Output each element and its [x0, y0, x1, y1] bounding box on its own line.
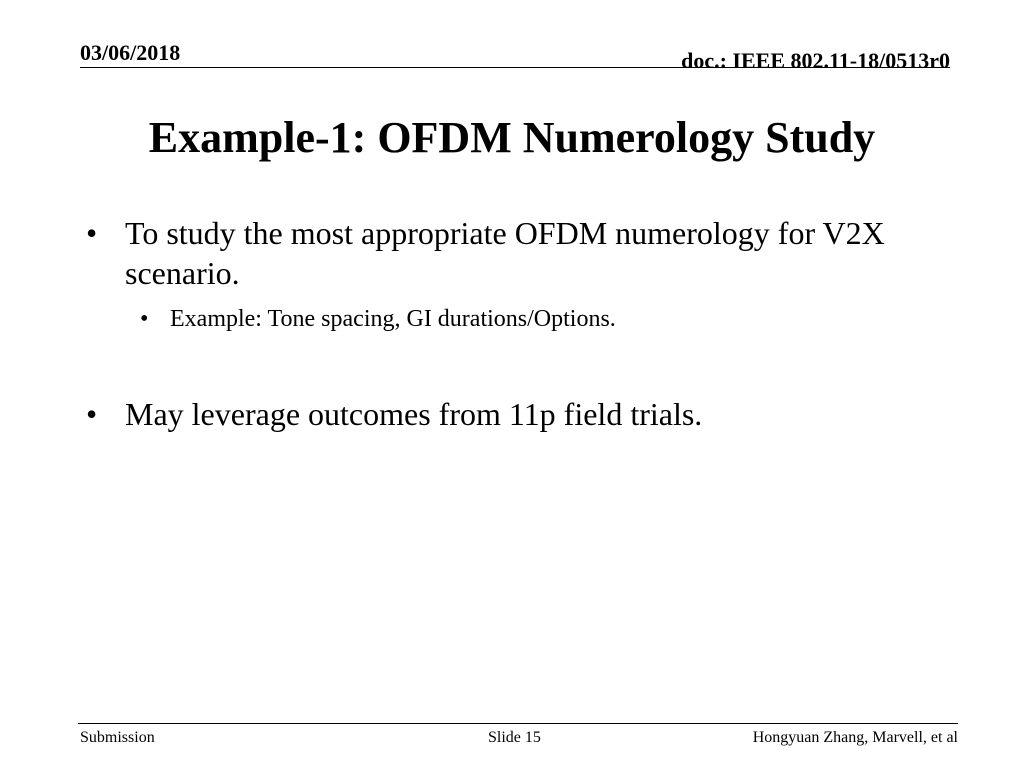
footer-authors: Hongyuan Zhang, Marvell, et al [752, 729, 958, 746]
bullet-text: To study the most appropriate OFDM numerology for V2X scenario. [125, 215, 885, 291]
bullet-text: May leverage outcomes from 11p field trials. [125, 396, 703, 432]
bullet-item-2 [86, 394, 906, 434]
sub-bullet-text: Example: Tone spacing, GI durations/Options. [170, 306, 616, 332]
footer-divider [78, 723, 958, 724]
bullet-dot-icon: • [86, 396, 98, 432]
footer-submission: Submission [80, 729, 155, 746]
header-date: 03/06/2018 [80, 40, 181, 65]
sub-bullet-item-1 [140, 304, 900, 334]
bullet-dot-icon: • [86, 215, 98, 251]
bullet-item-1 [86, 213, 906, 293]
header-doc-id: doc.: IEEE 802.11-18/0513r0 [681, 48, 950, 73]
footer-slide-number: Slide 15 [488, 729, 541, 746]
sub-bullet-dot-icon: • [140, 306, 149, 332]
slide-title: Example-1: OFDM Numerology Study [148, 113, 876, 162]
header-divider [80, 67, 950, 68]
